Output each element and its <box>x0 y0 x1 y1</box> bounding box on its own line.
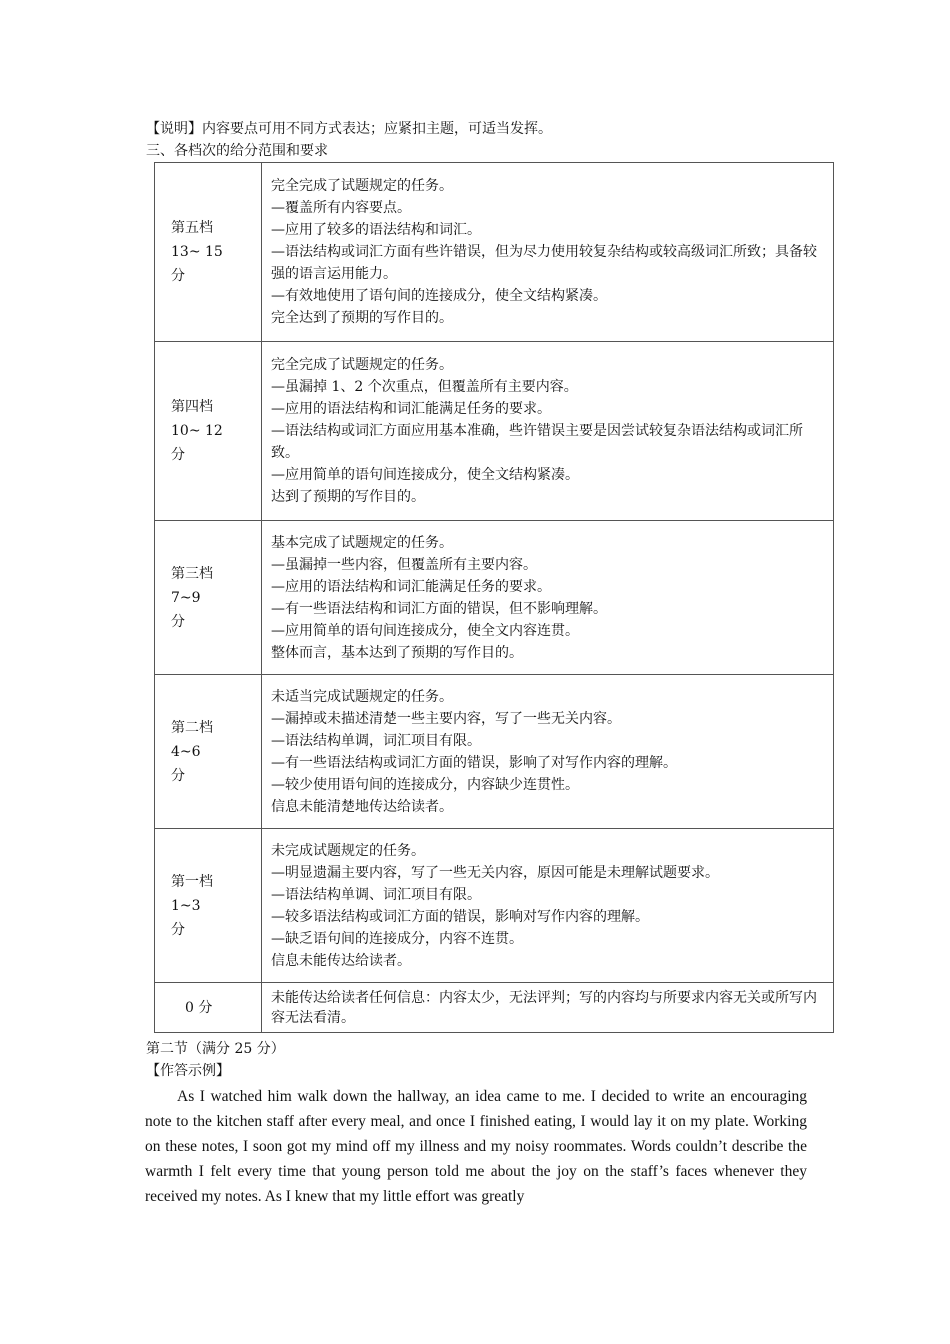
criterion-line: —有效地使用了语句间的连接成分，使全文结构紧凑。 <box>271 288 607 304</box>
level-description <box>262 163 834 342</box>
rubric-table <box>154 162 834 1033</box>
level-cell <box>155 983 262 1033</box>
criterion-line: 完全达到了预期的写作目的。 <box>271 310 453 326</box>
level-name: 第四档 <box>171 399 213 415</box>
level-description <box>262 342 834 521</box>
criterion-line: 整体而言，基本达到了预期的写作目的。 <box>271 644 523 661</box>
criterion-line: —较少使用语句间的连接成分，内容缺少连贯性。 <box>271 776 579 793</box>
criterion-line: 未适当完成试题规定的任务。 <box>271 688 453 705</box>
criterion-line: 达到了预期的写作目的。 <box>271 489 425 505</box>
scoring-note: 【说明】内容要点可用不同方式表达；应紧扣主题，可适当发挥。 <box>146 121 552 137</box>
criterion-line: —覆盖所有内容要点。 <box>271 200 411 216</box>
criterion-line: 未完成试题规定的任务。 <box>271 842 425 859</box>
rubric-row <box>155 521 834 675</box>
criterion-line: —有一些语法结构和词汇方面的错误，但不影响理解。 <box>271 600 607 617</box>
criterion-line: —漏掉或未描述清楚一些主要内容，写了一些无关内容。 <box>271 710 621 727</box>
level-cell <box>155 829 262 983</box>
section2-heading: 第二节（满分 25 分） <box>146 1041 285 1057</box>
criterion-line: —语法结构单调，词汇项目有限。 <box>271 732 481 749</box>
criterion-line: —应用的语法结构和词汇能满足任务的要求。 <box>271 578 551 595</box>
level-unit: 分 <box>171 921 185 938</box>
level-name: 0 分 <box>185 999 213 1016</box>
level-unit: 分 <box>171 767 185 784</box>
level-name: 第三档 <box>171 565 213 582</box>
criterion-line: —较多语法结构或词汇方面的错误，影响对写作内容的理解。 <box>271 908 649 925</box>
criterion-line: —虽漏掉一些内容，但覆盖所有主要内容。 <box>271 556 537 573</box>
level-description <box>262 521 834 675</box>
level-unit: 分 <box>171 447 185 463</box>
level-range: 1~3 <box>171 897 201 914</box>
criterion-line: —明显遗漏主要内容，写了一些无关内容，原因可能是未理解试题要求。 <box>271 864 719 881</box>
criterion-line: —语法结构或词汇方面应用基本准确，些许错误主要是因尝试较复杂语法结构或词汇所致。 <box>271 423 803 461</box>
rubric-row <box>155 983 834 1033</box>
criterion-line: —有一些语法结构或词汇方面的错误，影响了对写作内容的理解。 <box>271 754 677 771</box>
criterion-line: —虽漏掉 1、2 个次重点，但覆盖所有主要内容。 <box>271 379 578 395</box>
criterion-line: —应用简单的语句间连接成分，使全文内容连贯。 <box>271 622 579 639</box>
level-description <box>262 983 834 1033</box>
criterion-line: —应用了较多的语法结构和词汇。 <box>271 222 481 238</box>
level-cell <box>155 163 262 342</box>
criterion-line: 未能传达给读者任何信息：内容太少，无法评判；写的内容均与所要求内容无关或所写内容无法看清。 <box>271 989 817 1026</box>
criterion-line: 信息未能清楚地传达给读者。 <box>271 798 453 815</box>
criterion-line: 基本完成了试题规定的任务。 <box>271 534 453 551</box>
level-name: 第二档 <box>171 719 213 736</box>
level-cell <box>155 675 262 829</box>
sample-essay <box>145 1084 807 1209</box>
rubric-row <box>155 342 834 521</box>
level-unit: 分 <box>171 613 185 630</box>
level-range: 13~ 15 <box>171 244 223 260</box>
level-range: 4~6 <box>171 743 201 760</box>
level-cell <box>155 521 262 675</box>
criterion-line: 信息未能传达给读者。 <box>271 952 411 969</box>
rubric-row <box>155 829 834 983</box>
rubric-row <box>155 675 834 829</box>
level-unit: 分 <box>171 268 185 284</box>
rubric-row <box>155 163 834 342</box>
criterion-line: —语法结构或词汇方面有些许错误，但为尽力使用较复杂结构或较高级词汇所致；具备较强的语言运用能力。 <box>271 244 817 282</box>
level-range: 10~ 12 <box>171 423 223 439</box>
section3-heading: 三、各档次的给分范围和要求 <box>146 143 328 159</box>
criterion-line: 完全完成了试题规定的任务。 <box>271 178 453 194</box>
criterion-line: —应用简单的语句间连接成分，使全文结构紧凑。 <box>271 467 579 483</box>
example-heading: 【作答示例】 <box>146 1063 230 1079</box>
criterion-line: —应用的语法结构和词汇能满足任务的要求。 <box>271 401 551 417</box>
level-range: 7~9 <box>171 589 201 606</box>
level-description <box>262 829 834 983</box>
level-name: 第一档 <box>171 873 213 890</box>
level-cell <box>155 342 262 521</box>
criterion-line: —缺乏语句间的连接成分，内容不连贯。 <box>271 930 523 947</box>
level-name: 第五档 <box>171 220 213 236</box>
level-description <box>262 675 834 829</box>
criterion-line: 完全完成了试题规定的任务。 <box>271 357 453 373</box>
criterion-line: —语法结构单调、词汇项目有限。 <box>271 886 481 903</box>
essay-paragraph: As I watched him walk down the hallway, an idea came to me. I decided to write an encouraging note to the kitchen staff after every meal, and once I finished eating, I would lay it on my plate. Working on these notes, I soon got my mind off my illness and my noisy roommates. Words couldn’t describe the warmth I felt every time that young person told me about the joy on the staff’s faces whenever they received my notes. As I knew that my little effort was greatly <box>145 1088 807 1205</box>
